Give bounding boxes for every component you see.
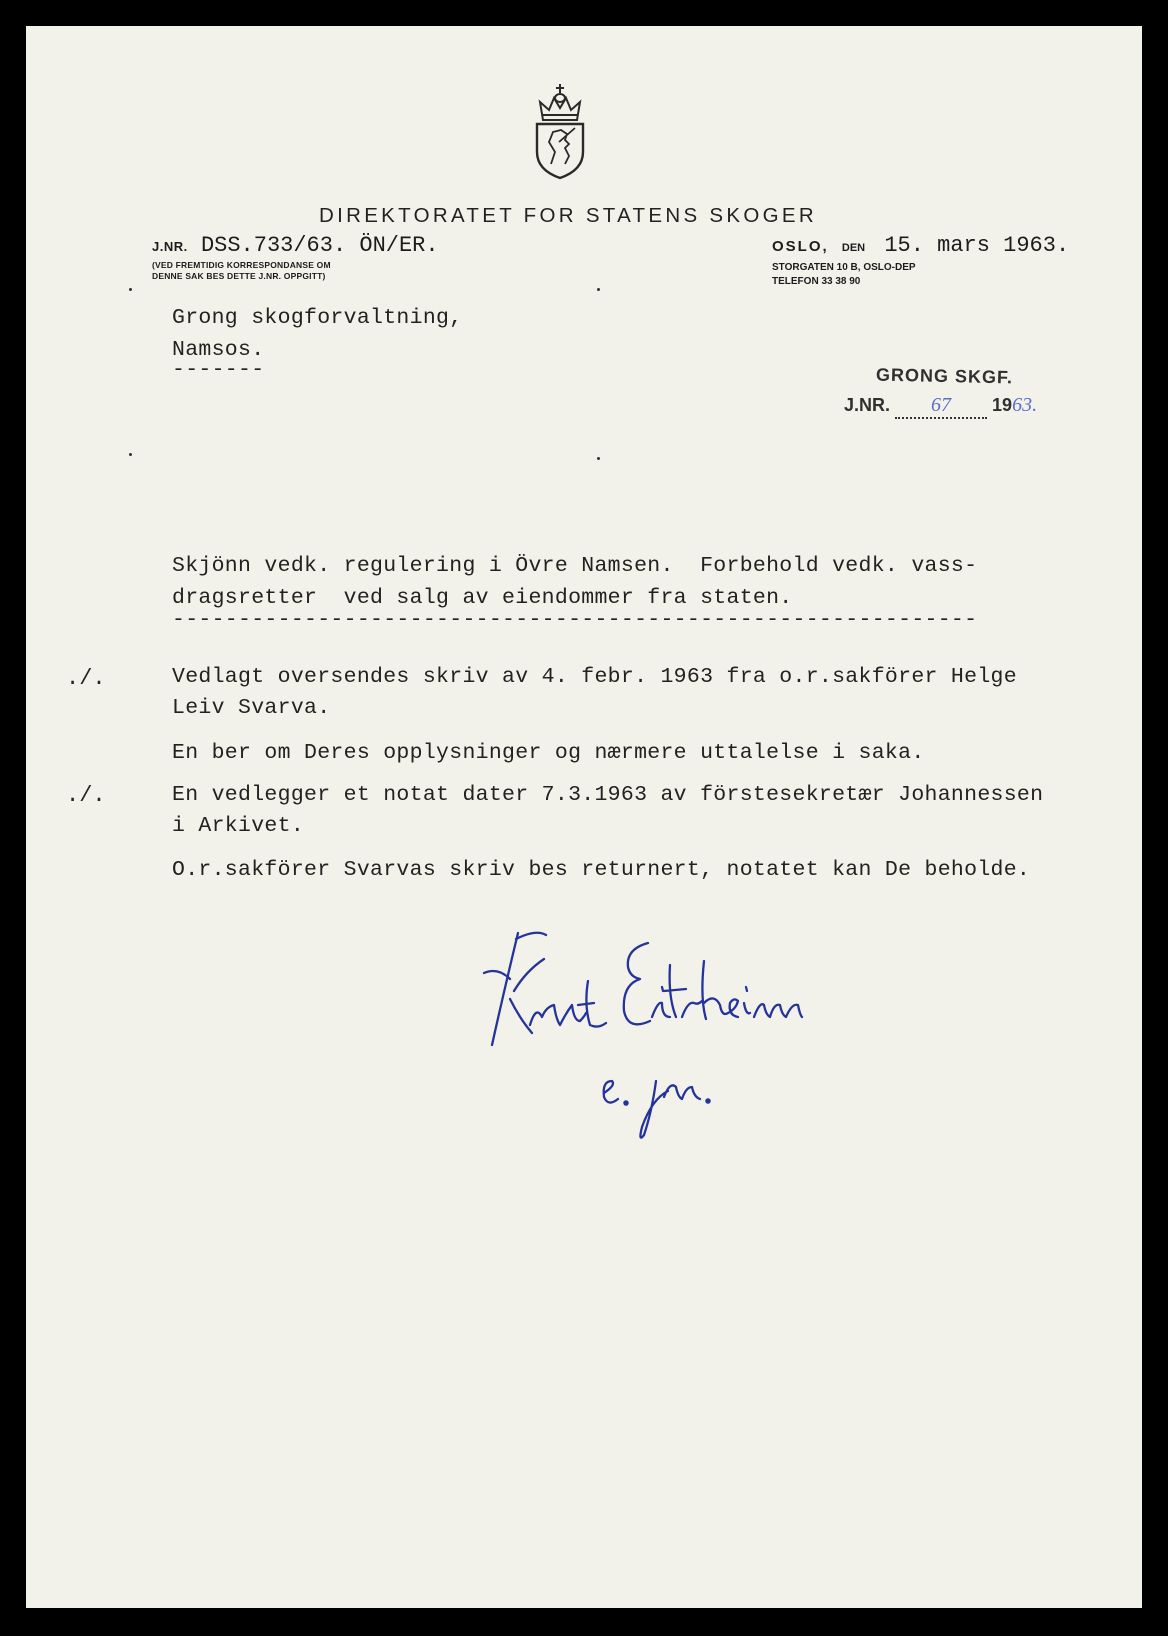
recipient-line2: Namsos. — [172, 338, 265, 362]
received-stamp-office: GRONG SKGF. — [875, 364, 1014, 388]
coat-of-arms-emblem — [529, 82, 591, 180]
street-address: STORGATEN 10 B, OSLO-DEP — [772, 262, 916, 273]
recipient-line1: Grong skogforvaltning, — [172, 306, 463, 330]
enclosure-margin-mark: ./. — [66, 666, 106, 691]
den-label: DEN — [841, 242, 866, 254]
subject-line1: Skjönn vedk. regulering i Övre Namsen. Forbehold vedk. vass- — [172, 554, 978, 578]
telephone-number: TELEFON 33 38 90 — [772, 276, 861, 287]
fold-mark-dot — [129, 453, 132, 456]
paragraph4: O.r.sakförer Svarvas skriv bes returnert, notatet kan De beholde. — [172, 858, 1031, 882]
organization-name: DIREKTORATET FOR STATENS SKOGER — [319, 204, 817, 227]
city: OSLO, — [772, 238, 829, 255]
place-and-date — [772, 233, 1069, 258]
contact-block — [772, 261, 916, 289]
paragraph1-line1: Vedlagt oversendes skriv av 4. febr. 1963 fra o.r.sakförer Helge — [172, 665, 1017, 689]
subject-line2: dragsretter ved salg av eiendommer fra staten. — [172, 586, 793, 610]
letter-date: 15. mars 1963. — [884, 233, 1070, 258]
paragraph2: En ber om Deres opplysninger og nærmere uttalelse i saka. — [172, 741, 925, 765]
stamp-year-prefix: 19 — [992, 395, 1013, 415]
stamp-jnr-label: J.NR. — [844, 395, 891, 415]
handwritten-signature — [456, 921, 836, 1151]
fold-mark-dot — [597, 288, 600, 291]
stamp-jnr-number: 67 — [931, 394, 952, 416]
fold-mark-dot — [129, 288, 132, 291]
reference-instruction-line2: DENNE SAK BES DETTE J.NR. OPPGITT) — [152, 271, 326, 281]
enclosure-margin-mark: ./. — [66, 783, 106, 808]
reference-instruction-line1: (VED FREMTIDIG KORRESPONDANSE OM — [152, 260, 331, 270]
stamp-year-suffix: 63. — [1012, 394, 1038, 416]
paragraph3-line2: i Arkivet. — [172, 814, 305, 838]
fold-mark-dot — [597, 457, 600, 460]
received-stamp-journal — [844, 394, 1037, 419]
subject-underline: ------------------------------------------------------------- — [172, 608, 978, 632]
letter-page — [26, 26, 1142, 1608]
reference-instruction — [152, 260, 331, 282]
journal-reference — [152, 233, 439, 258]
journal-ref-value: DSS.733/63. ÖN/ER. — [200, 233, 439, 258]
paragraph1-line2: Leiv Svarva. — [172, 696, 331, 720]
recipient-underline: ------- — [172, 358, 265, 382]
paragraph3-line1: En vedlegger et notat dater 7.3.1963 av förstesekretær Johannessen — [172, 783, 1044, 807]
journal-ref-label: J.NR. — [152, 239, 188, 254]
